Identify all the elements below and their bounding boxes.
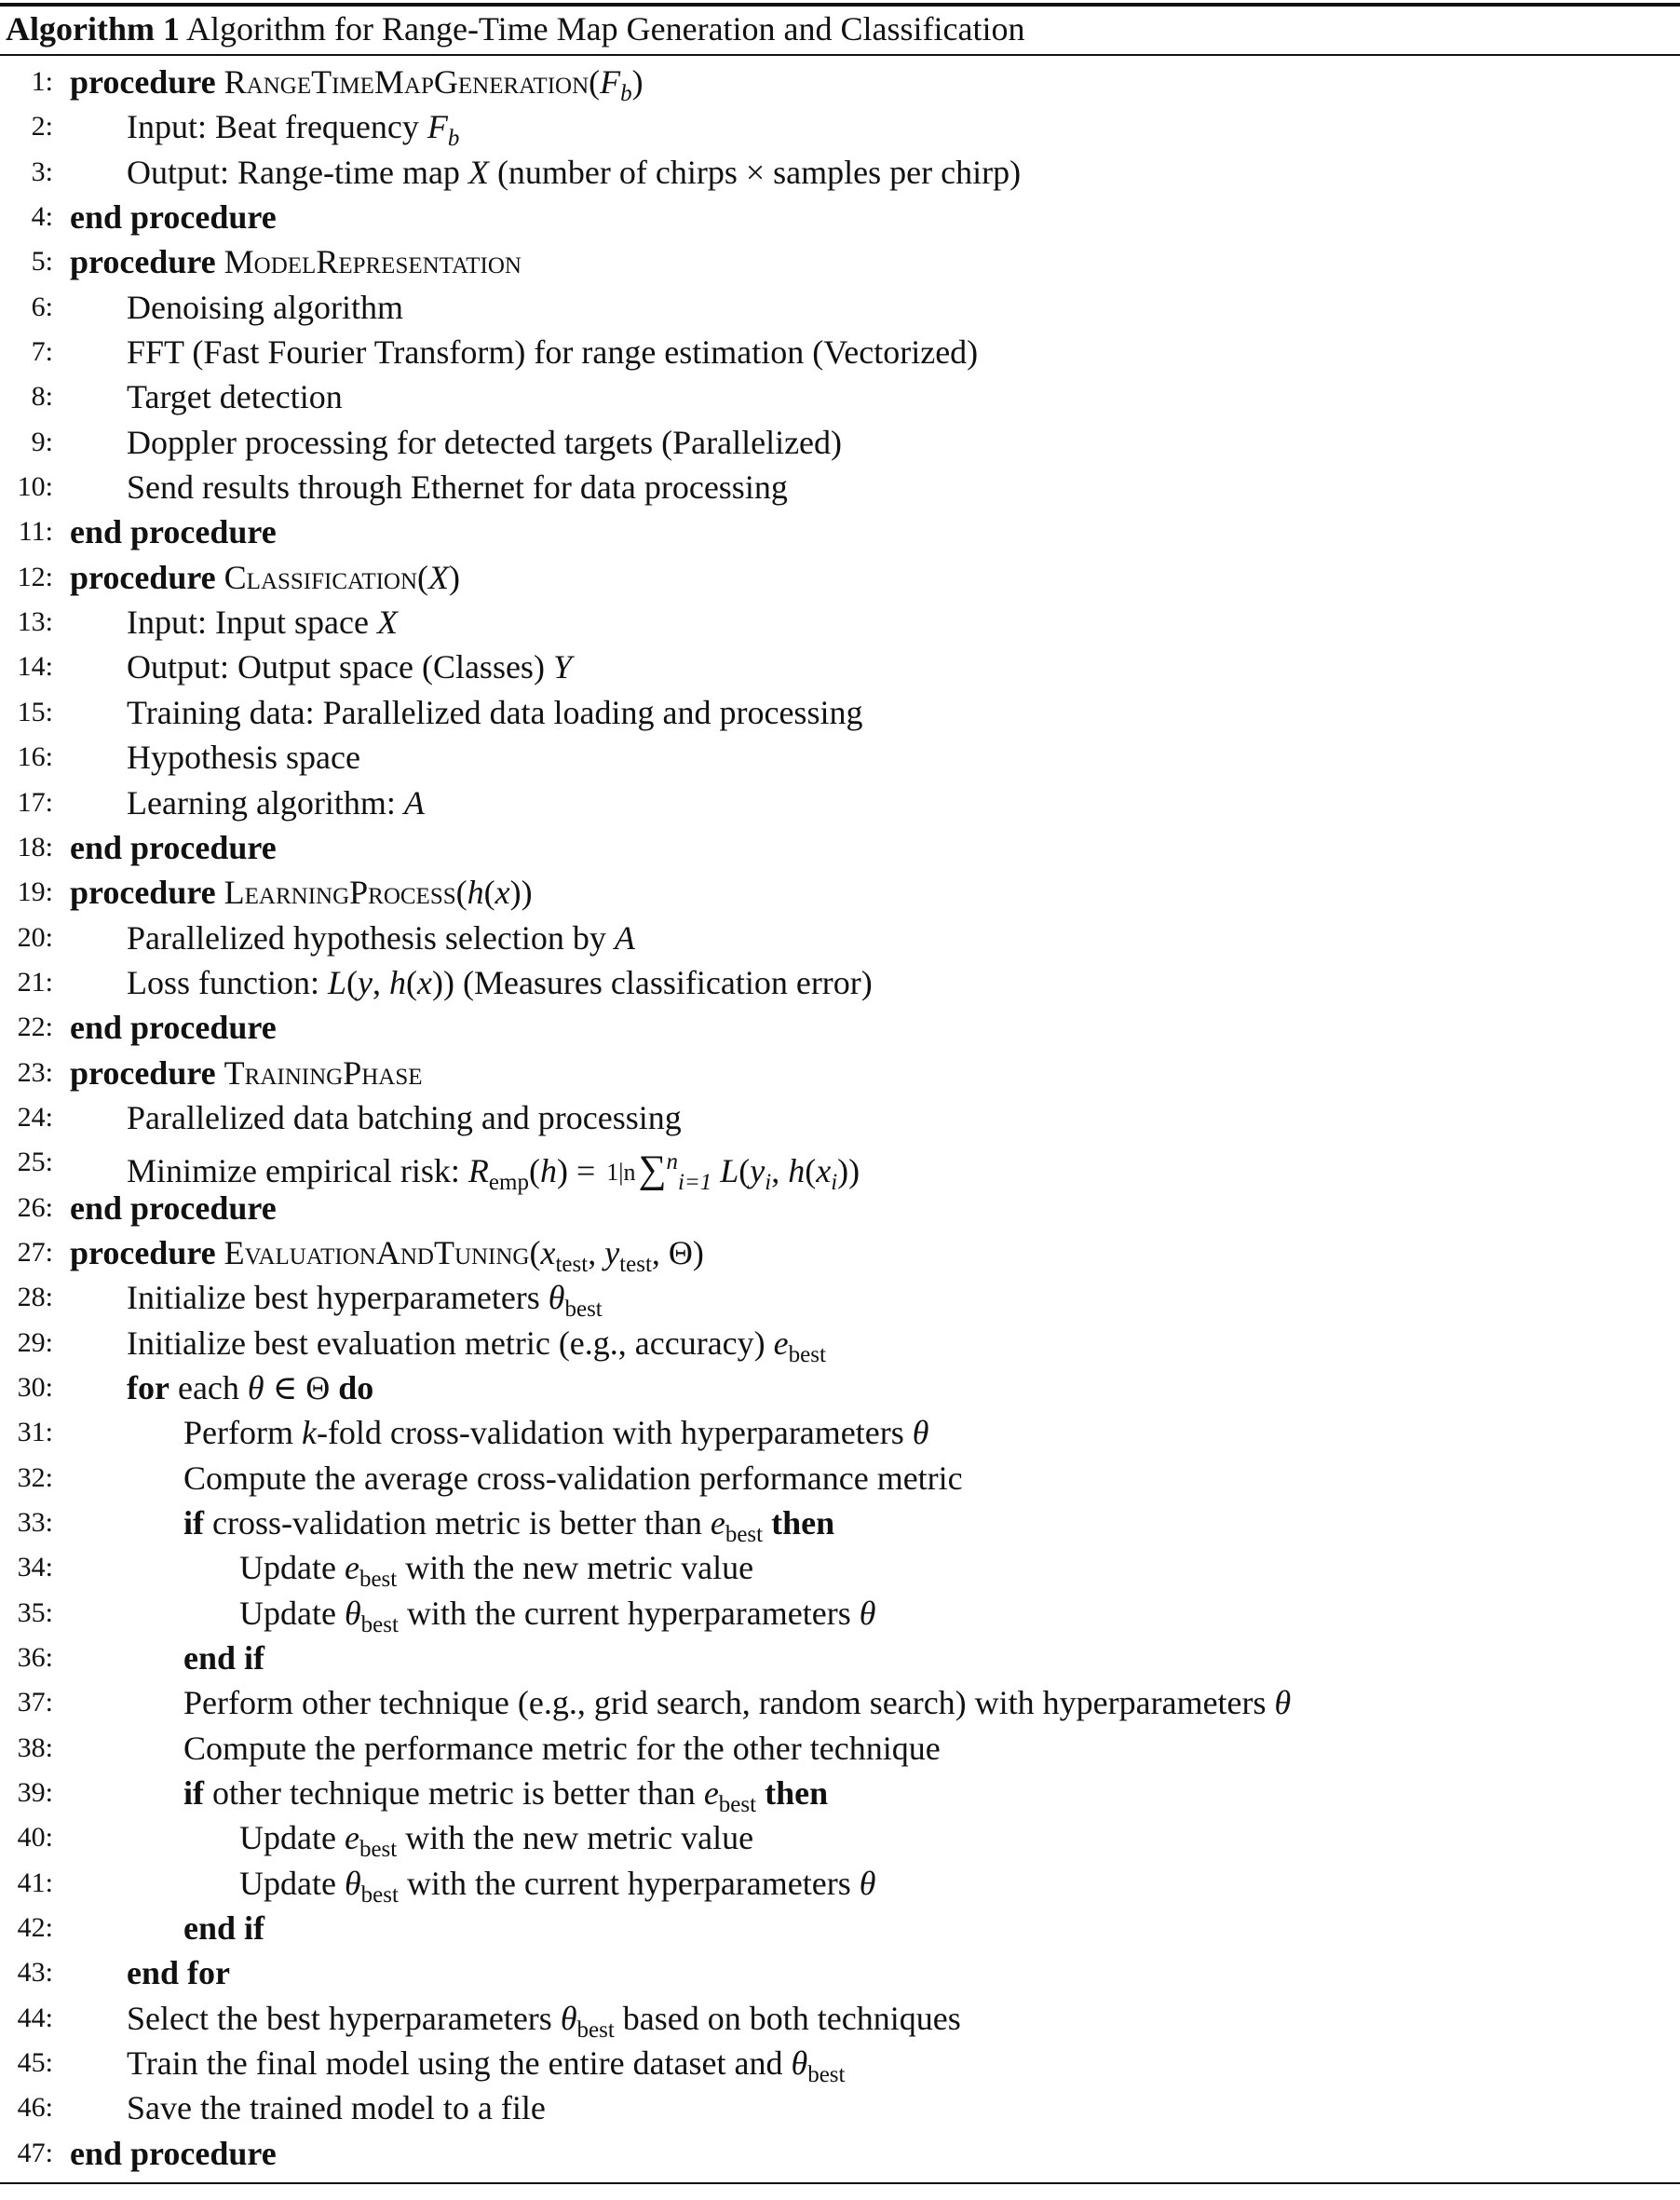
algorithm-label: Algorithm 1 (6, 10, 180, 48)
math-symbol: θ (247, 1368, 264, 1406)
line-number: 35: (17, 1596, 53, 1628)
text: ∈ Θ (264, 1368, 339, 1406)
algorithm-line (0, 690, 1680, 735)
line-number: 42: (17, 1912, 53, 1944)
line-text (127, 1950, 230, 1995)
text: Update (239, 1819, 345, 1857)
line-number: 37: (17, 1687, 53, 1718)
text: , Θ) (651, 1233, 704, 1271)
keyword: procedure (70, 874, 224, 912)
math-symbol: θ (859, 1594, 876, 1632)
line-text (127, 150, 1021, 195)
line-text (127, 1365, 373, 1410)
line-number: 15: (17, 696, 53, 727)
text: with the current hyperparameters (398, 1594, 860, 1632)
line-text (70, 2131, 277, 2176)
bottom-rule (0, 2182, 1680, 2184)
line-number: 7: (31, 336, 53, 368)
math-symbol: Y (552, 648, 572, 686)
algorithm-caption (6, 6, 1025, 52)
math-symbol: F (600, 63, 621, 101)
text: Initialize best hyperparameters (127, 1279, 549, 1317)
math-symbol: θ (859, 1864, 876, 1902)
text: ( (483, 874, 495, 912)
math-symbol: n (666, 1149, 678, 1175)
math-symbol: θ (548, 1279, 565, 1317)
algorithm-line (0, 1680, 1680, 1725)
keyword: if (183, 1774, 204, 1813)
line-number: 2: (31, 111, 53, 143)
text: ( (455, 874, 467, 912)
text: Training data: Parallelized data loading and processing (127, 693, 863, 731)
math-symbol: e (344, 1819, 359, 1857)
line-number: 9: (31, 426, 53, 457)
algorithm-line (0, 1365, 1680, 1410)
procedure-name: TrainingPhase (224, 1053, 423, 1092)
keyword: if (183, 1504, 204, 1541)
math-symbol: best (807, 2062, 846, 2088)
algorithm-line (0, 870, 1680, 915)
algorithm-line (0, 285, 1680, 330)
algorithm-line (0, 1906, 1680, 1950)
math-symbol: best (725, 1522, 764, 1547)
procedure-name: RangeTimeMapGeneration (224, 63, 589, 101)
text: Input: Beat frequency (127, 108, 427, 146)
math-symbol: b (447, 126, 460, 152)
math-symbol: best (564, 1297, 603, 1323)
line-text (70, 870, 533, 915)
line-text (70, 1051, 423, 1095)
math-symbol: k (301, 1414, 317, 1452)
line-number: 31: (17, 1417, 53, 1448)
text: Minimize empirical risk: (127, 1152, 468, 1190)
math-symbol: X (428, 558, 450, 596)
line-number: 25: (17, 1147, 53, 1178)
algorithm-line (0, 1501, 1680, 1545)
text: Hypothesis space (127, 739, 360, 777)
algorithm-line (0, 374, 1680, 419)
algorithm-line (0, 2131, 1680, 2176)
line-number: 16: (17, 741, 53, 773)
math-symbol: θ (912, 1414, 929, 1452)
keyword: procedure (70, 1233, 224, 1271)
algorithm-line (0, 239, 1680, 284)
text: Input: Input space (127, 604, 377, 642)
math-symbol: L (720, 1152, 739, 1190)
procedure-name: EvaluationAndTuning (224, 1233, 530, 1271)
line-number: 32: (17, 1461, 53, 1493)
line-number: 44: (17, 2002, 53, 2033)
algorithm-line (0, 1861, 1680, 1906)
line-text (70, 1005, 277, 1050)
line-text (127, 781, 425, 825)
algorithm-line (0, 1005, 1680, 1050)
text: , (771, 1152, 789, 1190)
text: Parallelized hypothesis selection by (127, 918, 615, 957)
line-number: 36: (17, 1642, 53, 1674)
text: Select the best hyperparameters (127, 1999, 561, 2037)
text: ) (631, 63, 644, 101)
text: other technique metric is better than (204, 1774, 704, 1813)
text: ( (738, 1152, 751, 1190)
algorithm-line (0, 1456, 1680, 1501)
text: Denoising algorithm (127, 288, 403, 326)
algorithm-line (0, 465, 1680, 509)
keyword: procedure (70, 63, 224, 101)
algorithm-line (0, 1051, 1680, 1095)
math-symbol: best (359, 1567, 398, 1593)
line-number: 14: (17, 651, 53, 683)
algorithm-line (0, 1186, 1680, 1230)
algorithm-line (0, 1230, 1680, 1275)
math-symbol: θ (1274, 1684, 1292, 1722)
algorithm-line (0, 1950, 1680, 1995)
line-number: 39: (17, 1777, 53, 1809)
algorithm-line (0, 825, 1680, 870)
procedure-name: Classification (224, 558, 418, 596)
text: Output: Output space (Classes) (127, 648, 553, 686)
algorithm-line (0, 960, 1680, 1005)
line-text (127, 2085, 546, 2130)
algorithm-title: Algorithm for Range-Time Map Generation and Classification (186, 10, 1025, 48)
text: Target detection (127, 378, 343, 416)
text: Send results through Ethernet for data processing (127, 469, 788, 507)
line-text (127, 916, 635, 960)
keyword: end procedure (70, 1009, 277, 1047)
keyword: then (763, 1504, 835, 1541)
line-number: 18: (17, 831, 53, 862)
line-number: 34: (17, 1552, 53, 1583)
line-text (127, 1095, 682, 1140)
algorithm-line (0, 1275, 1680, 1323)
text: FFT (Fast Fourier Transform) for range estimation (Vectorized) (127, 333, 979, 372)
line-number: 19: (17, 876, 53, 908)
algorithm-line (0, 2085, 1680, 2130)
line-text (127, 960, 873, 1005)
line-number: 27: (17, 1236, 53, 1268)
math-symbol: best (718, 1792, 757, 1818)
math-symbol: h (389, 963, 406, 1001)
text: each (169, 1368, 248, 1406)
math-symbol: h (539, 1152, 557, 1190)
line-number: 5: (31, 246, 53, 278)
keyword: procedure (70, 243, 224, 281)
algorithm-line (0, 1591, 1680, 1636)
line-text (70, 195, 277, 239)
caption-rule (0, 54, 1680, 56)
keyword: end procedure (70, 1188, 277, 1227)
math-symbol: θ (344, 1594, 361, 1632)
text: Loss function: (127, 963, 328, 1001)
line-number: 3: (31, 156, 53, 187)
algorithm-line (0, 1140, 1680, 1196)
text: ( (529, 1233, 541, 1271)
line-number: 26: (17, 1191, 53, 1223)
text: Save the trained model to a file (127, 2089, 546, 2127)
line-text (127, 600, 398, 645)
line-number: 33: (17, 1507, 53, 1538)
keyword: procedure (70, 558, 224, 596)
math-symbol: X (376, 604, 398, 642)
math-symbol: e (703, 1774, 719, 1813)
math-symbol: y (604, 1233, 620, 1271)
math-symbol: emp (488, 1170, 529, 1196)
keyword: end if (183, 1909, 265, 1948)
text: Update (239, 1864, 345, 1902)
math-symbol: F (427, 108, 448, 146)
algorithm-line (0, 60, 1680, 104)
math-symbol: best (788, 1341, 826, 1367)
text: Perform (183, 1414, 302, 1452)
math-symbol: A (614, 918, 635, 957)
line-number: 10: (17, 471, 53, 503)
line-text (70, 509, 277, 554)
line-text (70, 1186, 277, 1230)
algorithm-line (0, 1410, 1680, 1455)
text: with the new metric value (397, 1819, 754, 1857)
text: ) = (556, 1152, 604, 1190)
algorithm-line (0, 1321, 1680, 1365)
text: cross-validation metric is better than (204, 1504, 711, 1541)
algorithm-line (0, 509, 1680, 554)
algorithm-line (0, 645, 1680, 689)
algorithm-line (0, 1996, 1680, 2041)
text: Learning algorithm: (127, 783, 404, 822)
line-number: 17: (17, 786, 53, 818)
text: with the current hyperparameters (398, 1864, 860, 1902)
line-number: 28: (17, 1282, 53, 1313)
line-text (127, 420, 842, 465)
algorithm-line (0, 781, 1680, 825)
text: Compute the average cross-validation performance metric (183, 1459, 963, 1497)
math-symbol: θ (344, 1864, 361, 1902)
text: Perform other technique (e.g., grid search, random search) with hyperparameters (183, 1684, 1275, 1722)
line-number: 47: (17, 2137, 53, 2168)
algorithm-line (0, 600, 1680, 645)
algorithm-line (0, 330, 1680, 374)
keyword: end procedure (70, 513, 277, 551)
text: -fold cross-validation with hyperparameters (316, 1414, 913, 1452)
line-number: 21: (17, 966, 53, 998)
algorithm-line (0, 916, 1680, 960)
math-symbol: h (788, 1152, 806, 1190)
text: ( (417, 558, 429, 596)
line-text (70, 239, 522, 284)
line-text (183, 1636, 264, 1680)
text: Train the final model using the entire dataset and (127, 2044, 792, 2083)
algorithm-line (0, 1545, 1680, 1593)
text: )) (837, 1152, 860, 1190)
line-number: 30: (17, 1371, 53, 1403)
line-number: 23: (17, 1056, 53, 1088)
keyword: end procedure (70, 2134, 277, 2172)
keyword: for (127, 1368, 169, 1406)
text: )) (509, 874, 533, 912)
math-symbol: i=1 (677, 1170, 712, 1196)
algorithm-body (0, 60, 1680, 2176)
text: Doppler processing for detected targets (Parallelized) (127, 423, 843, 461)
math-symbol: y (750, 1152, 765, 1190)
line-number: 24: (17, 1101, 53, 1133)
line-number: 29: (17, 1326, 53, 1358)
math-symbol: x (816, 1152, 832, 1190)
algorithm-line (0, 1726, 1680, 1771)
math-symbol: i (765, 1170, 772, 1196)
line-number: 22: (17, 1012, 53, 1043)
text: ( (346, 963, 359, 1001)
math-symbol: best (360, 1881, 399, 1908)
line-text (127, 690, 862, 735)
line-number: 11: (18, 516, 53, 548)
text: , (588, 1233, 605, 1271)
line-text (183, 1906, 264, 1950)
line-text (183, 1680, 1291, 1725)
algorithm-line (0, 195, 1680, 239)
line-text (127, 465, 788, 509)
keyword: end if (183, 1639, 265, 1677)
text: Update (239, 1594, 345, 1632)
keyword: procedure (70, 1053, 224, 1092)
line-number: 38: (17, 1731, 53, 1763)
line-number: 1: (31, 66, 53, 97)
line-number: 8: (31, 381, 53, 413)
math-symbol: x (495, 874, 510, 912)
math-symbol: i (831, 1170, 838, 1196)
text: Update (239, 1549, 345, 1587)
math-symbol: h (467, 874, 484, 912)
text: Initialize best evaluation metric (e.g., accuracy) (127, 1324, 774, 1362)
math-symbol: L (327, 963, 347, 1001)
text: based on both techniques (614, 1999, 961, 2037)
math-symbol: ∑ (638, 1148, 667, 1192)
text: with the new metric value (397, 1549, 754, 1587)
algorithm-line (0, 555, 1680, 600)
keyword: then (756, 1774, 829, 1813)
line-number: 13: (17, 606, 53, 638)
line-number: 40: (17, 1822, 53, 1854)
keyword: end for (127, 1954, 230, 1992)
algorithm-line (0, 150, 1680, 195)
line-text (183, 1456, 963, 1501)
algorithm-line (0, 420, 1680, 465)
math-symbol: best (576, 2017, 615, 2043)
algorithm-line (0, 104, 1680, 152)
line-text (183, 1410, 928, 1455)
text: )) (Measures classification error) (431, 963, 873, 1001)
line-number: 6: (31, 291, 53, 322)
procedure-name: LearningProcess (224, 874, 456, 912)
math-symbol: A (403, 783, 425, 822)
math-symbol: test (555, 1251, 589, 1277)
line-number: 46: (17, 2092, 53, 2124)
text: Compute the performance metric for the other technique (183, 1729, 941, 1767)
math-symbol: X (467, 153, 489, 191)
math-symbol: best (359, 1837, 398, 1863)
math-symbol: x (540, 1233, 556, 1271)
math-symbol: R (467, 1152, 489, 1190)
text: ( (805, 1152, 817, 1190)
math-symbol: θ (791, 2044, 808, 2083)
text: Parallelized data batching and processing (127, 1098, 682, 1136)
line-number: 43: (17, 1957, 53, 1989)
algorithm-line (0, 2041, 1680, 2088)
text: , (373, 963, 389, 1001)
line-text (70, 555, 460, 600)
algorithm-line (0, 1771, 1680, 1818)
keyword: do (338, 1368, 374, 1406)
line-text (183, 1726, 941, 1771)
line-text (127, 735, 360, 780)
text: Output: Range-time map (127, 153, 468, 191)
line-text (127, 330, 978, 374)
line-number: 45: (17, 2047, 53, 2079)
text: ( (589, 63, 601, 101)
algorithm-line (0, 735, 1680, 780)
math-symbol: e (710, 1504, 725, 1541)
math-symbol: best (360, 1611, 399, 1637)
text: (number of chirps × samples per chirp) (488, 153, 1022, 191)
line-number: 4: (31, 201, 53, 233)
math-symbol: b (620, 81, 632, 106)
algorithm-line (0, 1636, 1680, 1680)
text: ( (528, 1152, 540, 1190)
line-text (70, 825, 277, 870)
keyword: end procedure (70, 828, 277, 866)
line-text (127, 645, 572, 689)
math-symbol: θ (560, 1999, 577, 2037)
line-number: 41: (17, 1867, 53, 1898)
line-number: 20: (17, 921, 53, 953)
fraction: 1|n (606, 1159, 636, 1187)
algorithm-line (0, 1815, 1680, 1863)
keyword: end procedure (70, 198, 277, 237)
line-text (127, 285, 403, 330)
math-symbol: test (619, 1251, 652, 1277)
math-symbol: e (773, 1324, 789, 1362)
procedure-name: ModelRepresentation (224, 243, 522, 281)
algorithm-line (0, 1095, 1680, 1140)
text: ) (449, 558, 461, 596)
line-text (127, 374, 343, 419)
text: ( (406, 963, 417, 1001)
math-symbol: e (344, 1549, 359, 1587)
text (711, 1152, 720, 1189)
line-number: 12: (17, 561, 53, 592)
math-symbol: x (417, 963, 432, 1001)
math-symbol: y (358, 963, 373, 1001)
